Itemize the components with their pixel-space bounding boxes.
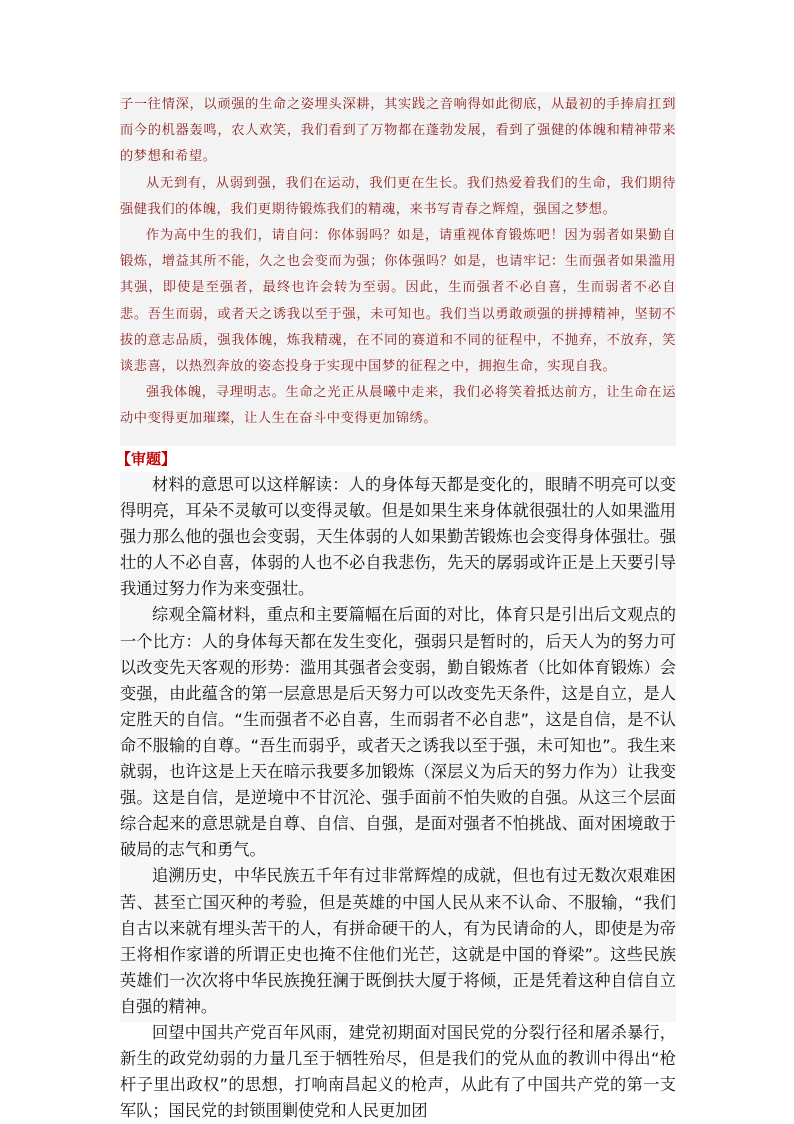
essay-paragraph-4: 强我体魄，寻理明志。生命之光正从晨曦中走来，我们必将笑着抵达前方，让生命在运动中变得更加璀璨，让人生在奋斗中变得更加锦绣。: [120, 385, 676, 427]
essay-paragraph-2: 从无到有，从弱到强，我们在运动，我们更在生长。我们热爱着我们的生命，我们期待强健我们的体魄，我们更期待锻炼我们的精魂，来书写青春之辉煌，强国之梦想。: [120, 175, 676, 217]
analysis-paragraph-2: 综观全篇材料，重点和主要篇幅在后面的对比，体育只是引出后文观点的一个比方：人的身体每天都在发生变化，强弱只是暂时的，后天人为的努力可以改变先天客观的形势：滥用其强者会变弱，勤自锻炼者（比如体育锻炼）会变强，由此蕴含的第一层意思是后天努力可以改变先天条件，这是自立，是人定胜天的自信。“生而强者不必自喜，生而弱者不必自悲”，这是自信，是不认命不服输的自尊。“吾生而弱乎，或者天之诱我以至于强，未可知也”。我生来就弱，也许这是上天在暗示我要多加锻炼（深层义为后天的努力作为）让我变强。这是自信，是逆境中不甘沉沦、强手面前不怕失败的自强。从这三个层面综合起来的意思就是自尊、自信、自强，是面对强者不怕挑战、面对困境敢于破局的志气和勇气。: [120, 605, 676, 860]
essay-excerpt: [120, 92, 676, 446]
analysis-section: [120, 472, 676, 1121]
analysis-paragraph-1: 材料的意思可以这样解读：人的身体每天都是变化的，眼睛不明亮可以变得明亮，耳朵不灵敏可以变得灵敏。但是如果生来身体就很强壮的人如果滥用强力那么他的强也会变弱，天生体弱的人如果勤苦锻炼也会变得身体强壮。强壮的人不必自喜，体弱的人也不必自我悲伤，先天的孱弱或许正是上天要引导我通过努力作为来变强壮。: [120, 475, 676, 599]
essay-paragraph-3: 作为高中生的我们，请自问：你体弱吗？如是，请重视体育锻炼吧！因为弱者如果勤自锻炼，增益其所不能，久之也会变而为强；你体强吗？如是，也请牢记：生而强者如果滥用其强，即使是至强者，最终也许会转为至弱。因此，生而强者不必自喜，生而弱者不必自悲。吾生而弱，或者天之诱我以至于强，未可知也。我们当以勇敢顽强的拼搏精神，坚韧不拔的意志品质，强我体魄，炼我精魂，在不同的赛道和不同的征程中，不抛弃，不放弃，笑谈悲喜，以热烈奔放的姿态投身于实现中国梦的征程之中，拥抱生命，实现自我。: [120, 228, 676, 375]
section-tag: 【审题】: [116, 450, 177, 468]
analysis-paragraph-3: 追溯历史，中华民族五千年有过非常辉煌的成就，但也有过无数次艰难困苦、甚至亡国灭种的考验，但是英雄的中国人民从来不认命、不服输，“我们自古以来就有埋头苦干的人，有拼命硬干的人，有为民请命的人，即使是为帝王将相作家谱的所谓正史也掩不住他们光芒，这就是中国的脊梁”。这些民族英雄们一次次将中华民族挽狂澜于既倒扶大厦于将倾，正是凭着这种自信自立自强的精神。: [120, 866, 676, 1016]
analysis-paragraph-4: 回望中国共产党百年风雨，建党初期面对国民党的分裂行径和屠杀暴行，新生的政党幼弱的力量几至于牺牲殆尽，但是我们的党从血的教训中得出“枪杆子里出政权”的思想，打响南昌起义的枪声，从此有了中国共产党的第一支军队；国民党的封锁围剿使党和人民更加团: [120, 1022, 676, 1121]
essay-paragraph-1: 子一往情深，以顽强的生命之姿埋头深耕，其实践之音响得如此彻底，从最初的手捧肩扛到而今的机器轰鸣，农人欢笑，我们看到了万物都在蓬勃发展，看到了强健的体魄和精神带来的梦想和希望。: [120, 97, 676, 165]
